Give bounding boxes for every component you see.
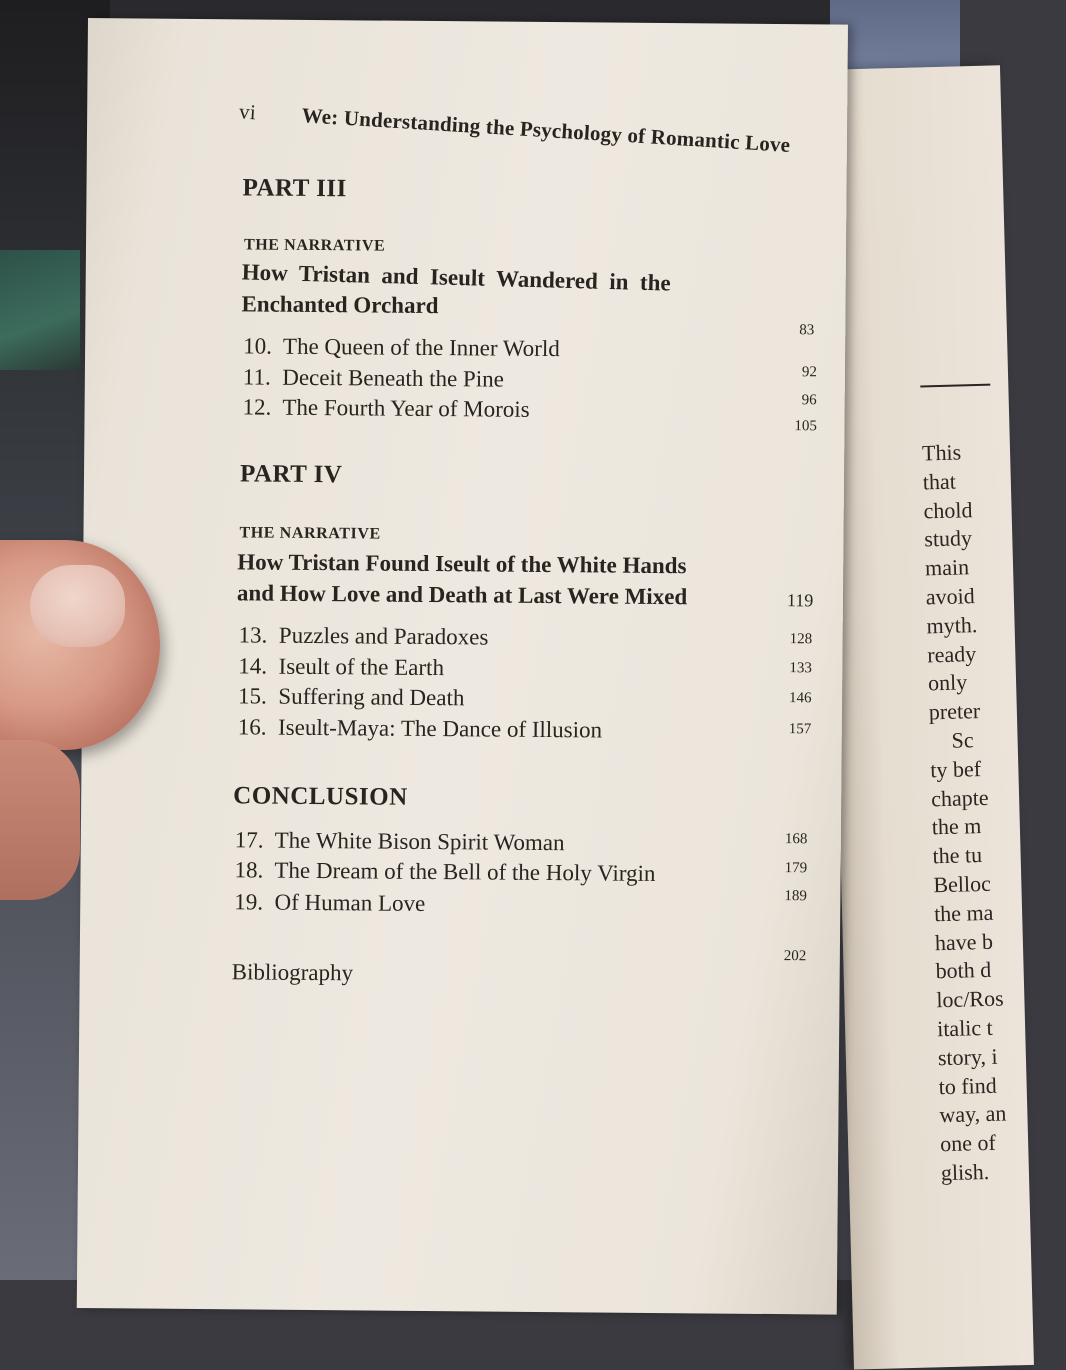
toc-entry-14: 14. Iseult of the Earth [238, 653, 445, 681]
toc-page-10: 92 [801, 364, 818, 381]
part-iii-label: THE NARRATIVE [243, 236, 386, 255]
part-iii-title-line2: Enchanted Orchard [241, 291, 439, 319]
bibliography-page: 202 [783, 948, 807, 965]
toc-entry-12: 12. The Fourth Year of Morois [242, 394, 530, 422]
part-iv-heading: PART IV [239, 460, 343, 489]
book-title: We: Understanding the Psychology of Romantic Love [301, 103, 791, 158]
toc-entry-11: 11. Deceit Beneath the Pine [242, 364, 504, 392]
toc-page-18: 179 [784, 860, 808, 877]
toc-page-15: 146 [789, 690, 812, 707]
hand-lower [0, 740, 80, 900]
running-head [238, 99, 791, 158]
toc-page-16: 157 [788, 721, 812, 738]
toc-page-19: 189 [784, 888, 807, 905]
toc-page-13: 128 [789, 631, 813, 648]
toc-entry-15: 15. Suffering and Death [237, 683, 465, 711]
page-number: vi [238, 99, 257, 125]
facing-page-rule [920, 384, 990, 388]
part-iv-title-line1: How Tristan Found Iseult of the White Hands [237, 549, 687, 579]
part-iv-title-line2: and How Love and Death at Last Were Mixed [236, 580, 688, 610]
part-iii-title-line1: How Tristan and Iseult Wandered in the [241, 259, 671, 296]
toc-entry-16: 16. Iseult-Maya: The Dance of Illusion [237, 714, 603, 743]
toc-entry-18: 18. The Dream of the Bell of the Holy Virgin [234, 857, 656, 886]
toc-entry-13: 13. Puzzles and Paradoxes [238, 622, 489, 650]
book-page [77, 18, 848, 1315]
toc-page-14: 133 [789, 660, 812, 677]
toc-page-12: 105 [794, 418, 818, 435]
toc-entry-19: 19. Of Human Love [234, 889, 426, 916]
facing-page-text: This that chold study main avoid myth. ready only preter Sc ty bef chapte the m the tu Belloc the ma have b both d loc/Ros italic t story, i to find way, an one of glish. [921, 439, 1007, 1186]
facing-page [820, 65, 1034, 1369]
part-iii-heading: PART III [242, 174, 347, 203]
toc-page-17: 168 [784, 831, 808, 848]
toc-entry-10: 10. The Queen of the Inner World [243, 333, 560, 362]
thumbnail [30, 565, 125, 647]
toc-entry-17: 17. The White Bison Spirit Woman [234, 827, 565, 856]
conclusion-heading: CONCLUSION [233, 782, 408, 811]
background-green-object [0, 250, 80, 370]
bibliography-entry: Bibliography [231, 959, 354, 986]
part-iv-label: THE NARRATIVE [239, 524, 381, 543]
toc-page-11: 96 [801, 392, 817, 409]
part-iv-title-page: 119 [786, 590, 814, 611]
part-iii-title-page: 83 [799, 322, 815, 339]
